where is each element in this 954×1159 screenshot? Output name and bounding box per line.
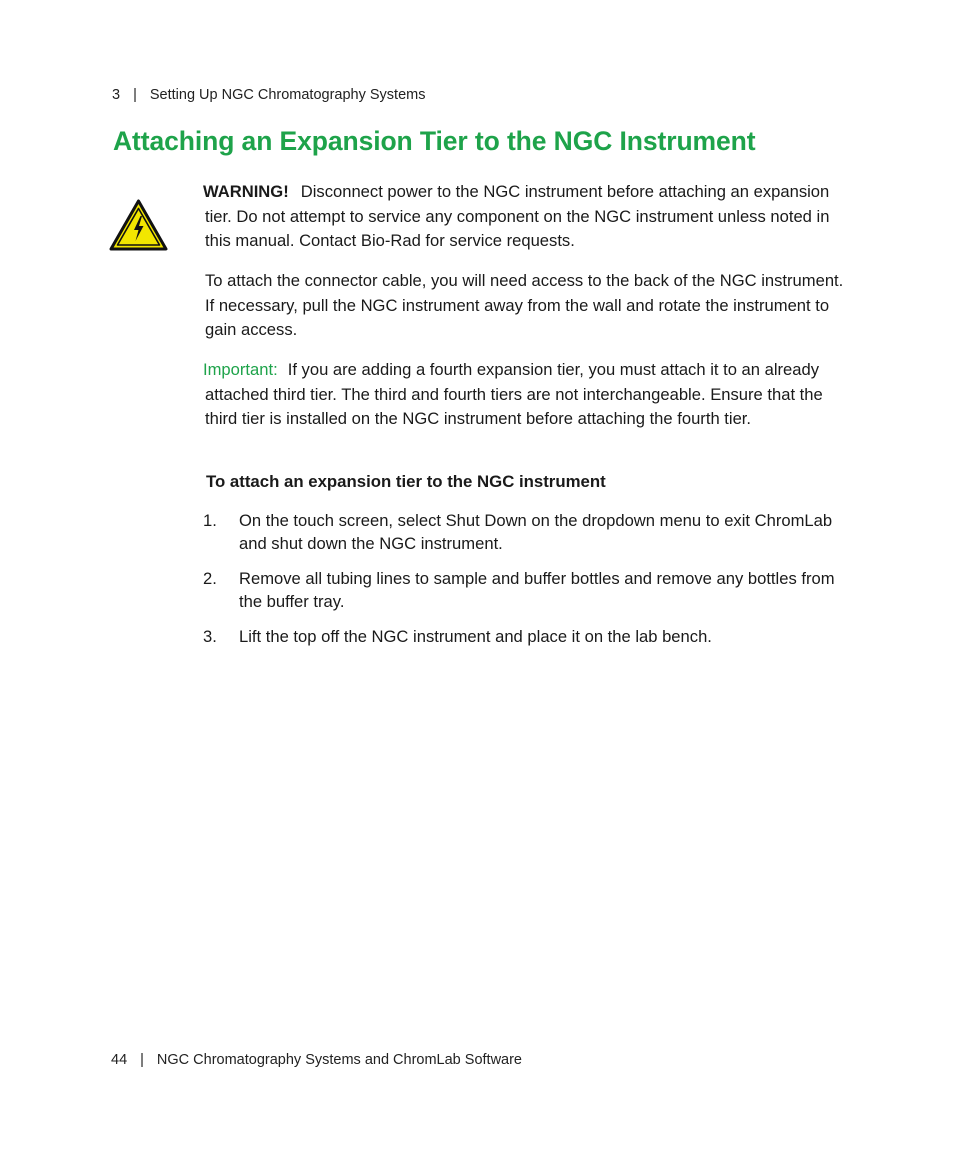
section-title: Attaching an Expansion Tier to the NGC Instrument bbox=[113, 126, 756, 156]
page-number: 44 bbox=[111, 1052, 128, 1068]
step-text: Remove all tubing lines to sample and buffer bottles and remove any bottles from the buffer tray. bbox=[239, 569, 835, 611]
step-number: 1. bbox=[203, 511, 217, 530]
high-voltage-warning-icon bbox=[109, 199, 168, 251]
warning-note bbox=[205, 180, 845, 254]
cable-access-paragraph: To attach the connector cable, you will need access to the back of the NGC instrument. If necessary, pull the NGC instrument away from the wall and rotate the instrument to gain access. bbox=[205, 271, 844, 340]
step-text: On the touch screen, select Shut Down on the dropdown menu to exit ChromLab and shut down the NGC instrument. bbox=[239, 511, 833, 553]
procedure-step bbox=[203, 625, 843, 648]
running-header bbox=[112, 87, 425, 103]
step-text: Lift the top off the NGC instrument and place it on the lab bench. bbox=[239, 627, 712, 646]
chapter-number: 3 bbox=[112, 87, 121, 103]
important-label: Important: bbox=[203, 360, 278, 379]
warning-text: Disconnect power to the NGC instrument before attaching an expansion tier. Do not attempt to service any component on the NGC instrument unless noted in this manual. Contact Bio-Rad for service requests. bbox=[205, 182, 830, 251]
important-note bbox=[205, 358, 845, 432]
chapter-title: Setting Up NGC Chromatography Systems bbox=[149, 87, 426, 103]
book-title: NGC Chromatography Systems and ChromLab Software bbox=[156, 1052, 522, 1068]
footer-separator: | bbox=[140, 1052, 144, 1068]
procedure-step bbox=[203, 567, 843, 613]
important-text: If you are adding a fourth expansion tier, you must attach it to an already attached third tier. The third and fourth tiers are not interchangeable. Ensure that the third tier is installed on the NGC instrument before attaching the fourth tier. bbox=[205, 360, 823, 429]
header-separator: | bbox=[133, 87, 137, 103]
warning-label: WARNING! bbox=[203, 182, 289, 201]
step-number: 2. bbox=[203, 569, 217, 588]
procedure-step bbox=[203, 509, 843, 555]
step-number: 3. bbox=[203, 627, 217, 646]
running-footer bbox=[111, 1052, 522, 1068]
procedure-heading: To attach an expansion tier to the NGC instrument bbox=[206, 472, 606, 491]
